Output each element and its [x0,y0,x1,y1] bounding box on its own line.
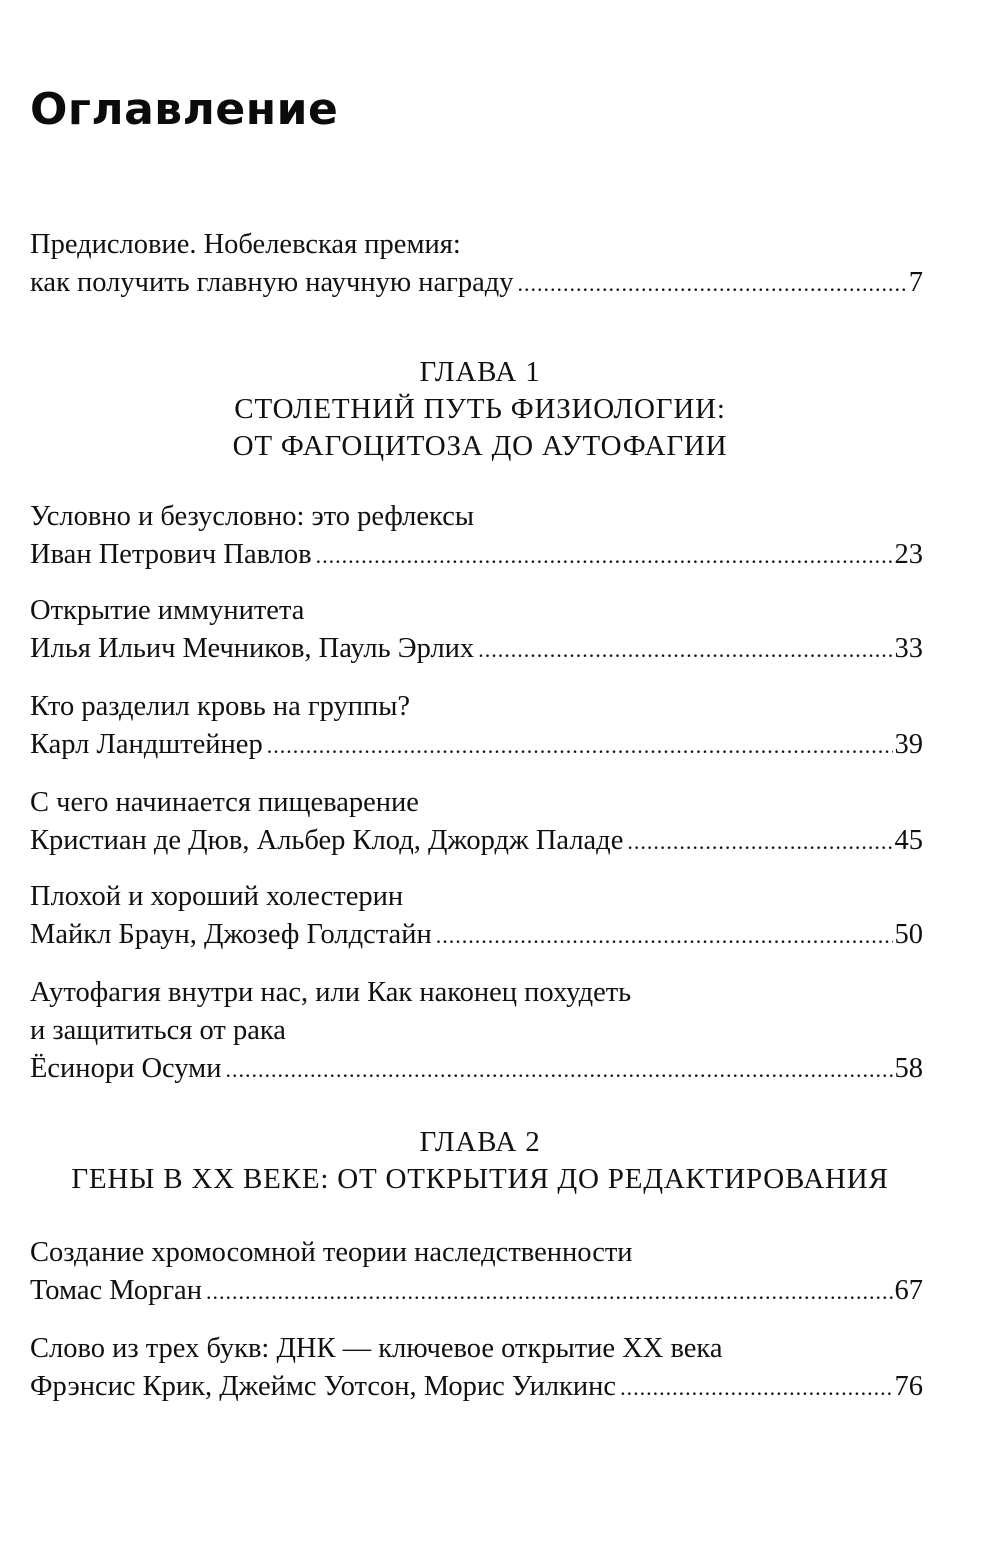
dot-leader [627,823,892,861]
entry-leader-line [30,1050,923,1089]
page-number: 7 [908,267,923,298]
entry-leader-line [30,726,923,765]
toc-entry-preface[interactable] [30,226,923,303]
entry-leader-line [30,536,923,575]
entry-leader-line [30,916,923,955]
dot-leader [478,631,892,669]
entry-title: Создание хромосомной теории наследственности [30,1237,633,1268]
entry-title: Плохой и хороший холестерин [30,881,404,912]
toc-entry[interactable] [30,878,923,955]
toc-entry[interactable] [30,688,923,765]
entry-author: Карл Ландштейнер [30,729,263,760]
dot-leader [620,1369,892,1407]
toc-entry[interactable] [30,1330,923,1407]
entry-author: Фрэнсис Крик, Джеймс Уотсон, Морис Уилкинс [30,1371,617,1402]
page-number: 39 [894,729,923,760]
entry-author: Кристиан де Дюв, Альбер Клод, Джордж Паладе [30,825,624,856]
chapter-title: ГЕНЫ В XX ВЕКЕ: ОТ ОТКРЫТИЯ ДО РЕДАКТИРОВАНИЯ [71,1163,889,1195]
chapter-heading-1 [0,354,960,465]
page-number: 76 [894,1371,923,1402]
dot-leader [436,917,893,955]
entry-leader-line [30,1368,923,1407]
toc-entry[interactable] [30,974,923,1089]
entry-author: Илья Ильич Мечников, Пауль Эрлих [30,633,475,664]
chapter-heading-2 [0,1124,960,1198]
dot-leader [517,265,906,303]
entry-title: Аутофагия внутри нас, или Как наконец похудеть [30,977,632,1008]
page-number: 45 [894,825,923,856]
entry-title: и защититься от рака [30,1015,286,1046]
entry-title: Условно и безусловно: это рефлексы [30,501,474,532]
entry-title: С чего начинается пищеварение [30,787,419,818]
toc-entry[interactable] [30,1234,923,1311]
page-number: 58 [894,1053,923,1084]
entry-title: Открытие иммунитета [30,595,305,626]
entry-author: Томас Морган [30,1275,202,1306]
page-number: 33 [894,633,923,664]
entry-author: Ёсинори Осуми [30,1053,222,1084]
entry-leader-line [30,630,923,669]
toc-entry[interactable] [30,784,923,861]
page-number: 67 [894,1275,923,1306]
entry-author: Майкл Браун, Джозеф Голдстайн [30,919,432,950]
entry-leader-line [30,1272,923,1311]
toc-entry[interactable] [30,498,923,575]
chapter-label: ГЛАВА 1 [419,356,541,388]
entry-title: Кто разделил кровь на группы? [30,691,411,722]
entry-title: Предисловие. Нобелевская премия: [30,229,461,260]
entry-title: как получить главную научную награду [30,267,514,298]
dot-leader [316,537,893,575]
chapter-label: ГЛАВА 2 [419,1126,541,1158]
entry-title: Слово из трех букв: ДНК — ключевое открытие XX века [30,1333,723,1364]
page-number: 23 [894,539,923,570]
entry-author: Иван Петрович Павлов [30,539,312,570]
dot-leader [267,727,893,765]
entry-leader-line [30,822,923,861]
page-number: 50 [894,919,923,950]
page-title: Оглавление [30,84,339,135]
dot-leader [206,1273,893,1311]
dot-leader [225,1051,892,1089]
toc-entry[interactable] [30,592,923,669]
chapter-title: ОТ ФАГОЦИТОЗА ДО АУТОФАГИИ [232,430,728,462]
entry-leader-line [30,264,923,303]
chapter-title: СТОЛЕТНИЙ ПУТЬ ФИЗИОЛОГИИ: [234,393,726,425]
